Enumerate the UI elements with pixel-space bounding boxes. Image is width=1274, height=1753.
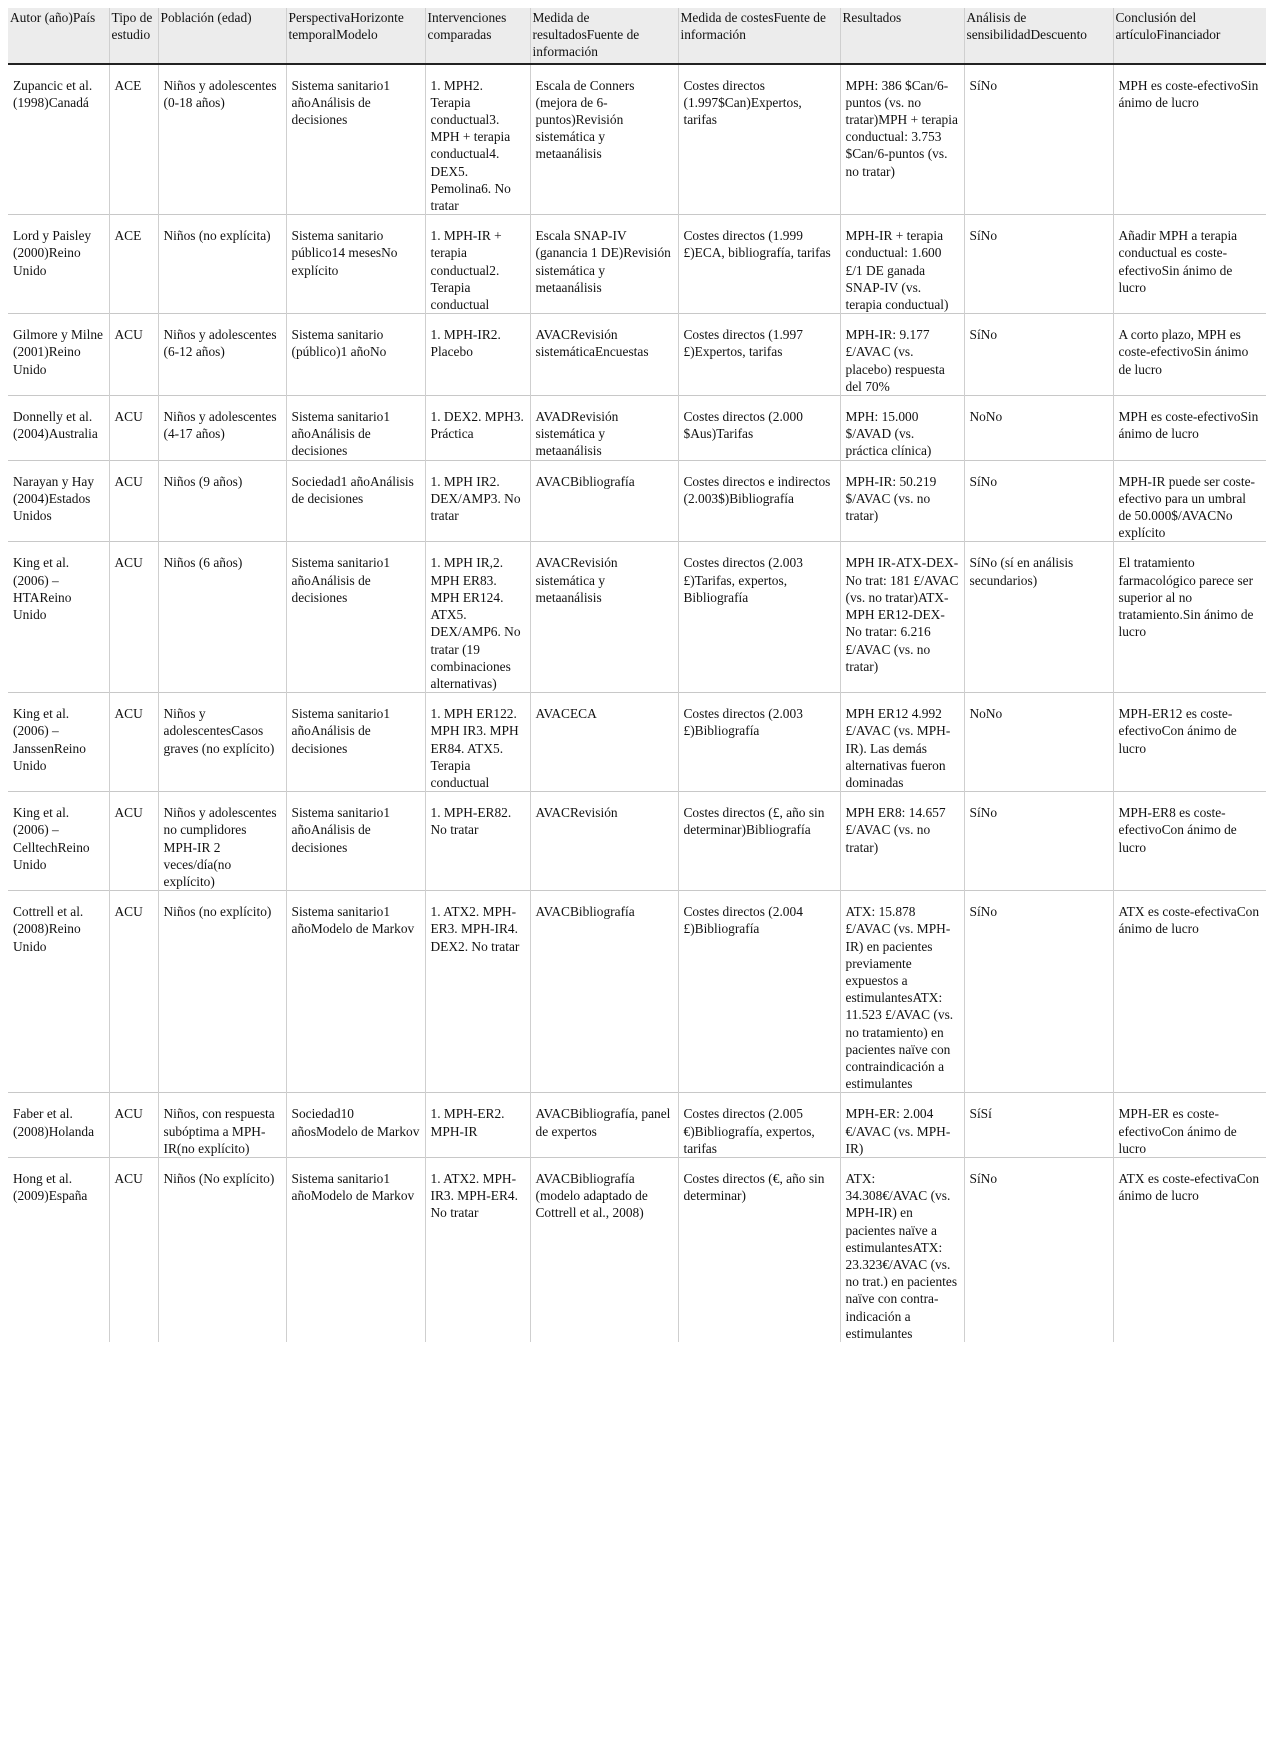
cell-analisis-sensibilidad: NoNo xyxy=(964,693,1113,792)
cell-poblacion: Niños (no explícita) xyxy=(158,215,286,314)
cell-conclusion: MPH es coste-efectivoSin ánimo de lucro xyxy=(1113,396,1266,461)
cell-resultados: MPH: 386 $Can/6-puntos (vs. no tratar)MPH + terapia conductual: 3.753 $Can/6-puntos (vs. no tratar) xyxy=(840,64,964,215)
cell-poblacion: Niños y adolescentes (6-12 años) xyxy=(158,314,286,396)
cell-conclusion: MPH es coste-efectivoSin ánimo de lucro xyxy=(1113,64,1266,215)
cell-medida-costes: Costes directos (2.005 €)Bibliografía, expertos, tarifas xyxy=(678,1093,840,1158)
cell-autor-pais: Cottrell et al. (2008)Reino Unido xyxy=(8,891,109,1093)
cell-intervenciones: 1. MPH2. Terapia conductual3. MPH + terapia conductual4. DEX5. Pemolina6. No tratar xyxy=(425,64,530,215)
cell-medida-resultados: AVACRevisión xyxy=(530,792,678,891)
cell-analisis-sensibilidad: SíNo (sí en análisis secundarios) xyxy=(964,542,1113,693)
cell-intervenciones: 1. MPH-IR + terapia conductual2. Terapia conductual xyxy=(425,215,530,314)
cell-poblacion: Niños y adolescentes (4-17 años) xyxy=(158,396,286,461)
cost-effectiveness-table xyxy=(8,8,1266,1342)
cell-resultados: MPH-IR + terapia conductual: 1.600 £/1 DE ganada SNAP-IV (vs. terapia conductual) xyxy=(840,215,964,314)
cell-tipo-estudio: ACU xyxy=(109,693,158,792)
cell-tipo-estudio: ACE xyxy=(109,215,158,314)
cell-tipo-estudio: ACU xyxy=(109,792,158,891)
cell-intervenciones: 1. MPH-ER82. No tratar xyxy=(425,792,530,891)
table-row xyxy=(8,891,1266,1093)
cell-tipo-estudio: ACU xyxy=(109,460,158,542)
cell-resultados: MPH: 15.000 $/AVAD (vs. práctica clínica) xyxy=(840,396,964,461)
cell-analisis-sensibilidad: SíNo xyxy=(964,314,1113,396)
cell-conclusion: Añadir MPH a terapia conductual es coste-efectivoSin ánimo de lucro xyxy=(1113,215,1266,314)
cell-perspectiva: Sistema sanitario1 añoModelo de Markov xyxy=(286,1157,425,1342)
cell-analisis-sensibilidad: SíNo xyxy=(964,792,1113,891)
table-body xyxy=(8,64,1266,1342)
cell-poblacion: Niños (6 años) xyxy=(158,542,286,693)
cell-tipo-estudio: ACU xyxy=(109,314,158,396)
cell-medida-resultados: Escala SNAP-IV (ganancia 1 DE)Revisión sistemática y metaanálisis xyxy=(530,215,678,314)
cell-poblacion: Niños (9 años) xyxy=(158,460,286,542)
cell-medida-costes: Costes directos (2.000 $Aus)Tarifas xyxy=(678,396,840,461)
cell-intervenciones: 1. DEX2. MPH3. Práctica xyxy=(425,396,530,461)
cell-autor-pais: Lord y Paisley (2000)Reino Unido xyxy=(8,215,109,314)
cell-resultados: MPH-ER: 2.004 €/AVAC (vs. MPH-IR) xyxy=(840,1093,964,1158)
cell-conclusion: MPH-IR puede ser coste-efectivo para un umbral de 50.000$/AVACNo explícito xyxy=(1113,460,1266,542)
cell-medida-costes: Costes directos (2.004 £)Bibliografía xyxy=(678,891,840,1093)
column-header: Tipo de estudio xyxy=(109,8,158,64)
table-row xyxy=(8,1093,1266,1158)
cell-resultados: MPH ER12 4.992 £/AVAC (vs. MPH-IR). Las demás alternativas fueron dominadas xyxy=(840,693,964,792)
header-row xyxy=(8,8,1266,64)
cell-intervenciones: 1. MPH-ER2. MPH-IR xyxy=(425,1093,530,1158)
cell-perspectiva: Sistema sanitario1 añoAnálisis de decisiones xyxy=(286,542,425,693)
cell-medida-resultados: AVACBibliografía xyxy=(530,891,678,1093)
cell-medida-costes: Costes directos (1.997 £)Expertos, tarifas xyxy=(678,314,840,396)
cell-conclusion: ATX es coste-efectivaCon ánimo de lucro xyxy=(1113,891,1266,1093)
cell-resultados: ATX: 15.878 £/AVAC (vs. MPH-IR) en pacientes previamente expuestos a estimulantesATX: 11.523 £/AVAC (vs. no tratamiento) en pacientes naïve con contraindicación a estimulantes xyxy=(840,891,964,1093)
table-header xyxy=(8,8,1266,64)
cell-perspectiva: Sistema sanitario1 añoAnálisis de decisiones xyxy=(286,693,425,792)
cell-medida-resultados: AVACBibliografía, panel de expertos xyxy=(530,1093,678,1158)
cell-intervenciones: 1. ATX2. MPH-ER3. MPH-IR4. DEX2. No tratar xyxy=(425,891,530,1093)
column-header: Conclusión del artículoFinanciador xyxy=(1113,8,1266,64)
cell-medida-resultados: Escala de Conners (mejora de 6-puntos)Revisión sistemática y metaanálisis xyxy=(530,64,678,215)
table-row xyxy=(8,542,1266,693)
table-row xyxy=(8,693,1266,792)
cell-poblacion: Niños (no explícito) xyxy=(158,891,286,1093)
cell-analisis-sensibilidad: SíNo xyxy=(964,891,1113,1093)
column-header: Intervenciones comparadas xyxy=(425,8,530,64)
cell-resultados: MPH-IR: 9.177 £/AVAC (vs. placebo) respuesta del 70% xyxy=(840,314,964,396)
cell-resultados: MPH-IR: 50.219 $/AVAC (vs. no tratar) xyxy=(840,460,964,542)
cell-autor-pais: Narayan y Hay (2004)Estados Unidos xyxy=(8,460,109,542)
cell-perspectiva: Sistema sanitario1 añoAnálisis de decisiones xyxy=(286,792,425,891)
cell-tipo-estudio: ACU xyxy=(109,396,158,461)
cell-autor-pais: Hong et al. (2009)España xyxy=(8,1157,109,1342)
column-header: Autor (año)País xyxy=(8,8,109,64)
cell-poblacion: Niños y adolescentesCasos graves (no explícito) xyxy=(158,693,286,792)
cell-medida-costes: Costes directos (€, año sin determinar) xyxy=(678,1157,840,1342)
cell-perspectiva: Sistema sanitario (público)1 añoNo xyxy=(286,314,425,396)
cell-autor-pais: King et al. (2006) – CelltechReino Unido xyxy=(8,792,109,891)
cell-poblacion: Niños y adolescentes no cumplidores MPH-IR 2 veces/día(no explícito) xyxy=(158,792,286,891)
cell-medida-costes: Costes directos (1.997$Can)Expertos, tarifas xyxy=(678,64,840,215)
cell-medida-resultados: AVACRevisión sistemáticaEncuestas xyxy=(530,314,678,396)
cell-intervenciones: 1. MPH IR2. DEX/AMP3. No tratar xyxy=(425,460,530,542)
cell-autor-pais: Gilmore y Milne (2001)Reino Unido xyxy=(8,314,109,396)
cell-analisis-sensibilidad: SíNo xyxy=(964,64,1113,215)
cell-medida-costes: Costes directos (2.003 £)Bibliografía xyxy=(678,693,840,792)
table-row xyxy=(8,314,1266,396)
cell-analisis-sensibilidad: NoNo xyxy=(964,396,1113,461)
cell-autor-pais: King et al. (2006) – JanssenReino Unido xyxy=(8,693,109,792)
cell-perspectiva: Sociedad1 añoAnálisis de decisiones xyxy=(286,460,425,542)
cell-analisis-sensibilidad: SíSí xyxy=(964,1093,1113,1158)
cell-medida-resultados: AVACBibliografía (modelo adaptado de Cottrell et al., 2008) xyxy=(530,1157,678,1342)
column-header: Análisis de sensibilidadDescuento xyxy=(964,8,1113,64)
cell-perspectiva: Sociedad10 añosModelo de Markov xyxy=(286,1093,425,1158)
cell-medida-costes: Costes directos e indirectos (2.003$)Bibliografía xyxy=(678,460,840,542)
column-header: PerspectivaHorizonte temporalModelo xyxy=(286,8,425,64)
cell-conclusion: MPH-ER12 es coste-efectivoCon ánimo de lucro xyxy=(1113,693,1266,792)
cell-analisis-sensibilidad: SíNo xyxy=(964,215,1113,314)
table-row xyxy=(8,460,1266,542)
cell-conclusion: A corto plazo, MPH es coste-efectivoSin ánimo de lucro xyxy=(1113,314,1266,396)
cell-medida-costes: Costes directos (2.003 £)Tarifas, expertos, Bibliografía xyxy=(678,542,840,693)
page xyxy=(8,8,1266,1342)
cell-perspectiva: Sistema sanitario1 añoAnálisis de decisiones xyxy=(286,64,425,215)
cell-tipo-estudio: ACU xyxy=(109,542,158,693)
column-header: Población (edad) xyxy=(158,8,286,64)
cell-medida-resultados: AVACRevisión sistemática y metaanálisis xyxy=(530,542,678,693)
cell-poblacion: Niños, con respuesta subóptima a MPH-IR(no explícito) xyxy=(158,1093,286,1158)
cell-conclusion: MPH-ER8 es coste-efectivoCon ánimo de lucro xyxy=(1113,792,1266,891)
cell-conclusion: MPH-ER es coste-efectivoCon ánimo de lucro xyxy=(1113,1093,1266,1158)
column-header: Resultados xyxy=(840,8,964,64)
cell-intervenciones: 1. ATX2. MPH-IR3. MPH-ER4. No tratar xyxy=(425,1157,530,1342)
cell-analisis-sensibilidad: SíNo xyxy=(964,1157,1113,1342)
cell-medida-resultados: AVADRevisión sistemática y metaanálisis xyxy=(530,396,678,461)
cell-poblacion: Niños (No explícito) xyxy=(158,1157,286,1342)
cell-medida-resultados: AVACECA xyxy=(530,693,678,792)
table-row xyxy=(8,64,1266,215)
cell-medida-costes: Costes directos (1.999 £)ECA, bibliografía, tarifas xyxy=(678,215,840,314)
table-row xyxy=(8,792,1266,891)
cell-intervenciones: 1. MPH ER122. MPH IR3. MPH ER84. ATX5. Terapia conductual xyxy=(425,693,530,792)
column-header: Medida de costesFuente de información xyxy=(678,8,840,64)
cell-tipo-estudio: ACU xyxy=(109,1157,158,1342)
column-header: Medida de resultadosFuente de información xyxy=(530,8,678,64)
cell-conclusion: El tratamiento farmacológico parece ser superior al no tratamiento.Sin ánimo de lucro xyxy=(1113,542,1266,693)
cell-perspectiva: Sistema sanitario1 añoAnálisis de decisiones xyxy=(286,396,425,461)
cell-resultados: ATX: 34.308€/AVAC (vs. MPH-IR) en pacientes naïve a estimulantesATX: 23.323€/AVAC (vs. no trat.) en pacientes naïve con contra-indicación a estimulantes xyxy=(840,1157,964,1342)
cell-analisis-sensibilidad: SíNo xyxy=(964,460,1113,542)
table-row xyxy=(8,396,1266,461)
cell-autor-pais: Donnelly et al. (2004)Australia xyxy=(8,396,109,461)
cell-resultados: MPH ER8: 14.657 £/AVAC (vs. no tratar) xyxy=(840,792,964,891)
cell-autor-pais: Zupancic et al. (1998)Canadá xyxy=(13,77,93,110)
cell-resultados: MPH IR-ATX-DEX-No trat: 181 £/AVAC (vs. no tratar)ATX- MPH ER12-DEX-No tratar: 6.216 £/AVAC (vs. no tratar) xyxy=(840,542,964,693)
cell-medida-resultados: AVACBibliografía xyxy=(530,460,678,542)
table-row xyxy=(8,1157,1266,1342)
cell-medida-costes: Costes directos (£, año sin determinar)Bibliografía xyxy=(678,792,840,891)
table-row xyxy=(8,215,1266,314)
cell-tipo-estudio: ACU xyxy=(109,891,158,1093)
cell-tipo-estudio: ACU xyxy=(109,1093,158,1158)
cell-conclusion: ATX es coste-efectivaCon ánimo de lucro xyxy=(1113,1157,1266,1342)
cell-intervenciones: 1. MPH IR,2. MPH ER83. MPH ER124. ATX5. DEX/AMP6. No tratar (19 combinaciones alternativas) xyxy=(425,542,530,693)
cell-tipo-estudio: ACE xyxy=(109,64,158,215)
cell-perspectiva: Sistema sanitario1 añoModelo de Markov xyxy=(286,891,425,1093)
cell-intervenciones: 1. MPH-IR2. Placebo xyxy=(425,314,530,396)
cell-perspectiva: Sistema sanitario público14 mesesNo explícito xyxy=(286,215,425,314)
cell-poblacion: Niños y adolescentes (0-18 años) xyxy=(158,64,286,215)
cell-autor-pais: Faber et al. (2008)Holanda xyxy=(8,1093,109,1158)
cell-autor-pais: King et al. (2006) – HTAReino Unido xyxy=(8,542,109,693)
